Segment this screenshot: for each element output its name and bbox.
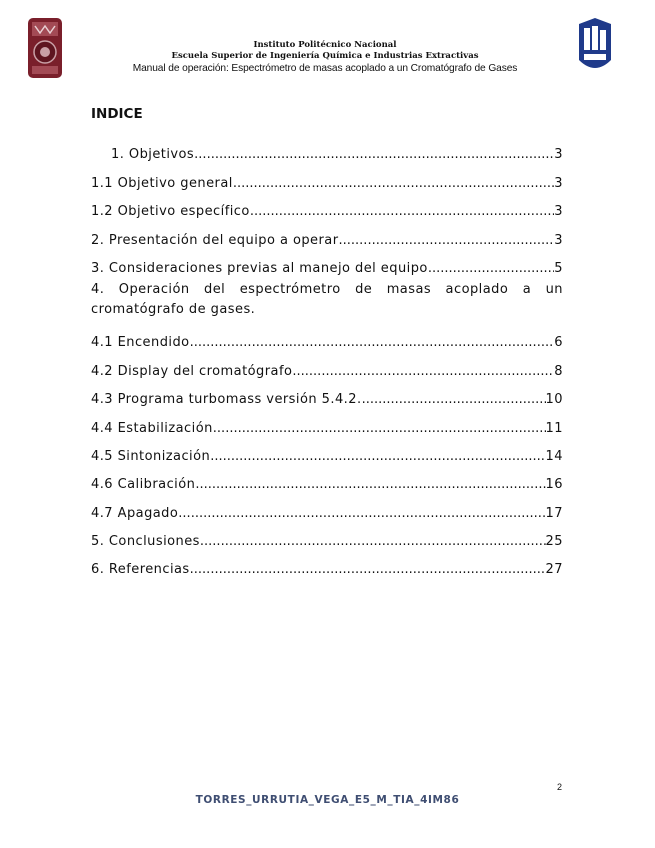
toc-entry-page: 17 [545,505,563,521]
page-number: 2 [557,782,563,792]
header-institution: Instituto Politécnico Nacional [253,40,397,50]
toc-leader-dots [428,261,554,276]
toc-entry-text: 3. Consideraciones previas al manejo del equipo [91,260,428,276]
toc-entry[interactable] [91,436,563,464]
toc-entry-page: 14 [545,448,563,464]
toc-entry-page: 10 [545,392,563,408]
table-of-contents [91,134,563,577]
toc-entry[interactable] [91,492,563,520]
toc-entry[interactable] [91,407,563,435]
toc-leader-dots [292,364,554,379]
toc-entry-page: 3 [554,147,563,163]
toc-entry-text: 4.1 Encendido [91,335,190,351]
index-title: INDICE [91,106,143,122]
toc-leader-dots [213,421,546,436]
toc-leader-dots [362,392,546,407]
toc-entry[interactable] [91,464,563,492]
footer-author-code: TORRES_URRUTIA_VEGA_E5_M_TIA_4IM86 [195,794,460,806]
toc-entry-text: 1.1 Objetivo general [91,175,233,191]
ipn-logo [26,16,64,80]
toc-entry[interactable] [91,191,563,219]
toc-entry-text: 1.2 Objetivo específico [91,204,250,220]
toc-entry[interactable] [91,248,563,276]
toc-entry-text: 4.4 Estabilización [91,420,213,436]
toc-entry-text: 4.6 Calibración [91,477,196,493]
toc-entry-page: 3 [554,175,563,191]
toc-entry-text: 1. Objetivos [111,147,195,163]
toc-entry-text: 4.3 Programa turbomass versión 5.4.2. [91,392,362,408]
toc-entry-page: 25 [545,534,563,550]
header-manual-title: Manual de operación: Espectrómetro de masas acoplado a un Cromatógrafo de Gases [132,63,518,74]
toc-leader-dots [250,204,554,219]
toc-leader-dots [195,477,545,492]
toc-entry[interactable] [91,134,563,162]
toc-leader-dots [194,147,554,162]
toc-entry-page: 5 [554,260,563,276]
toc-leader-dots [190,562,546,577]
toc-entry-page: 16 [545,477,563,493]
toc-entry-page: 11 [545,420,563,436]
toc-entry-page: 3 [554,232,563,248]
toc-entry-text: 2. Presentación del equipo a operar [91,232,339,248]
toc-leader-dots [178,506,545,521]
toc-entry-text: 4.7 Apagado [91,505,179,521]
toc-entry[interactable] [91,322,563,350]
header-school: Escuela Superior de Ingeniería Química e Industrias Extractivas [171,51,479,61]
toc-entry[interactable] [91,350,563,378]
toc-entry-page: 8 [554,363,563,379]
toc-entry-heading[interactable] [91,276,563,322]
toc-entry[interactable] [91,219,563,247]
toc-entry[interactable] [91,379,563,407]
toc-entry-text: 4.5 Sintonización [91,448,211,464]
toc-leader-dots [339,233,555,248]
toc-entry-text: 6. Referencias [91,562,190,578]
toc-entry-page: 6 [554,335,563,351]
toc-entry[interactable] [91,521,563,549]
toc-entry-page: 3 [554,204,563,220]
toc-entry[interactable] [91,549,563,577]
esiqie-logo [575,16,615,78]
toc-leader-dots [210,449,545,464]
toc-entry-text: 4. Operación del espectrómetro de masas acoplado a un cromatógrafo de gases. [91,281,563,317]
toc-entry-text: 5. Conclusiones [91,534,200,550]
toc-entry-text: 4.2 Display del cromatógrafo [91,363,293,379]
toc-leader-dots [200,534,546,549]
toc-leader-dots [233,176,554,191]
toc-leader-dots [190,335,555,350]
toc-entry[interactable] [91,162,563,190]
toc-entry-page: 27 [545,562,563,578]
